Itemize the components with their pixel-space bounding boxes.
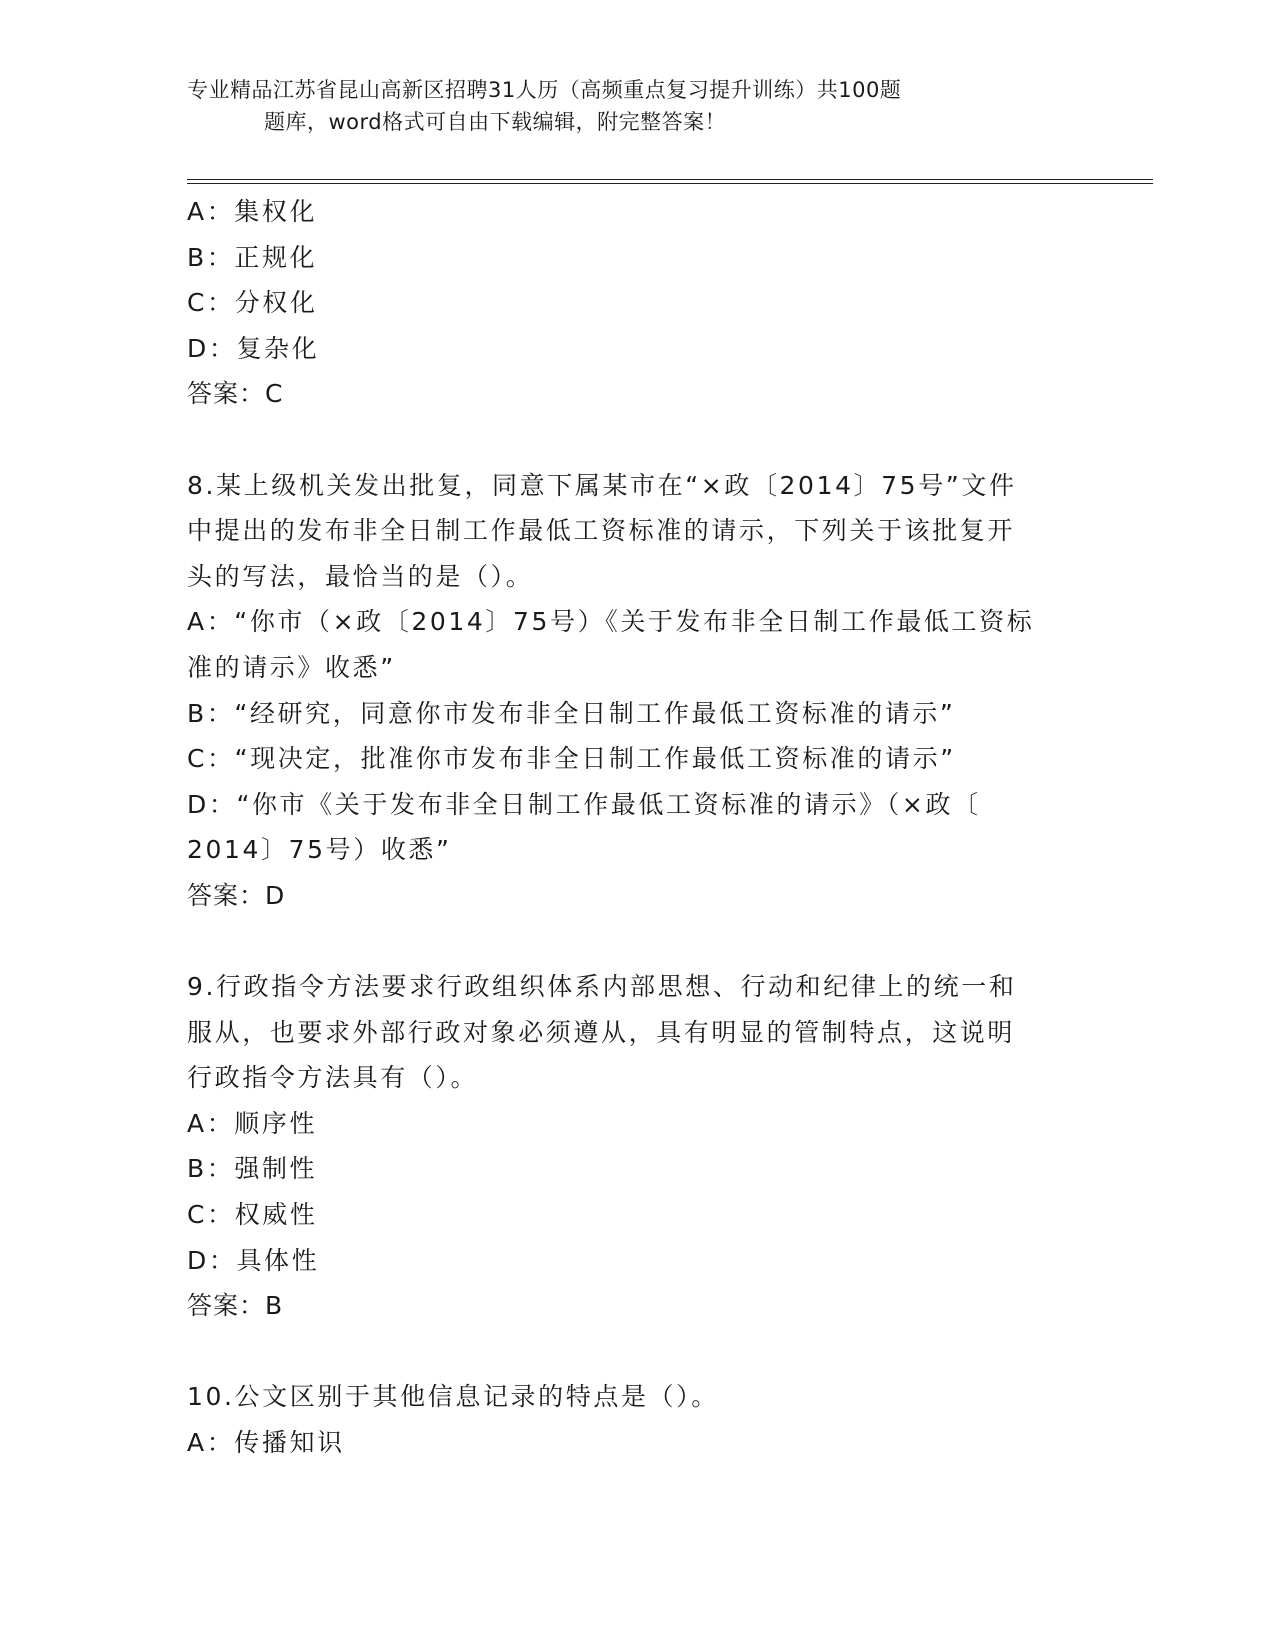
option-d-continued: 2014〕75号）收悉” [187,835,452,865]
question-text-line: 8.某上级机关发出批复，同意下属某市在“×政〔2014〕75号”文件 [187,470,1017,500]
option-c: C：“现决定，批准你市发布非全日制工作最低工资标准的请示” [187,744,956,774]
spacer [187,417,1087,463]
header-divider-thick [187,183,1153,184]
option-b: B：“经研究，同意你市发布非全日制工作最低工资标准的请示” [187,698,956,728]
option-a: A：“你市（×政〔2014〕75号）《关于发布非全日制工作最低工资标 [187,607,1035,637]
question-8 [187,463,1087,919]
header-divider-thin [187,179,1153,180]
option-a: A：顺序性 [187,1108,318,1138]
option-c: C：分权化 [187,288,318,318]
option-a: A：传播知识 [187,1428,345,1458]
question-7-continued [187,189,1087,417]
answer: 答案：B [187,1291,284,1321]
spacer [187,919,1087,965]
answer: 答案：C [187,379,284,409]
header-title-line-1: 专业精品江苏省昆山高新区招聘31人历（高频重点复习提升训练）共100题 [187,78,902,102]
option-a: A：集权化 [187,197,318,226]
answer: 答案：D [187,880,286,910]
option-c: C：权威性 [187,1200,318,1230]
header-title-line-2: 题库，word格式可自由下载编辑，附完整答案！ [264,110,727,134]
option-b: B：强制性 [187,1154,318,1184]
option-a-continued: 准的请示》收悉” [187,652,396,682]
question-text-line: 10.公文区别于其他信息记录的特点是（）。 [187,1382,719,1412]
option-d: D：具体性 [187,1245,320,1275]
question-text-line: 头的写法，最恰当的是（）。 [187,561,534,591]
question-text-line: 行政指令方法具有（）。 [187,1063,479,1093]
option-b: B：正规化 [187,242,318,272]
option-d: D：复杂化 [187,333,320,363]
question-text-line: 9.行政指令方法要求行政组织体系内部思想、行动和纪律上的统一和 [187,972,1017,1002]
question-text-line: 中提出的发布非全日制工作最低工资标准的请示，下列关于该批复开 [187,516,1016,546]
question-9 [187,964,1087,1329]
question-10 [187,1374,1087,1465]
question-content [187,189,1087,1466]
option-d: D：“你市《关于发布非全日制工作最低工资标准的请示》（×政〔 [187,789,981,819]
spacer [187,1329,1087,1375]
question-text-line: 服从，也要求外部行政对象必须遵从，具有明显的管制特点，这说明 [187,1017,1016,1047]
document-header [187,74,1147,138]
